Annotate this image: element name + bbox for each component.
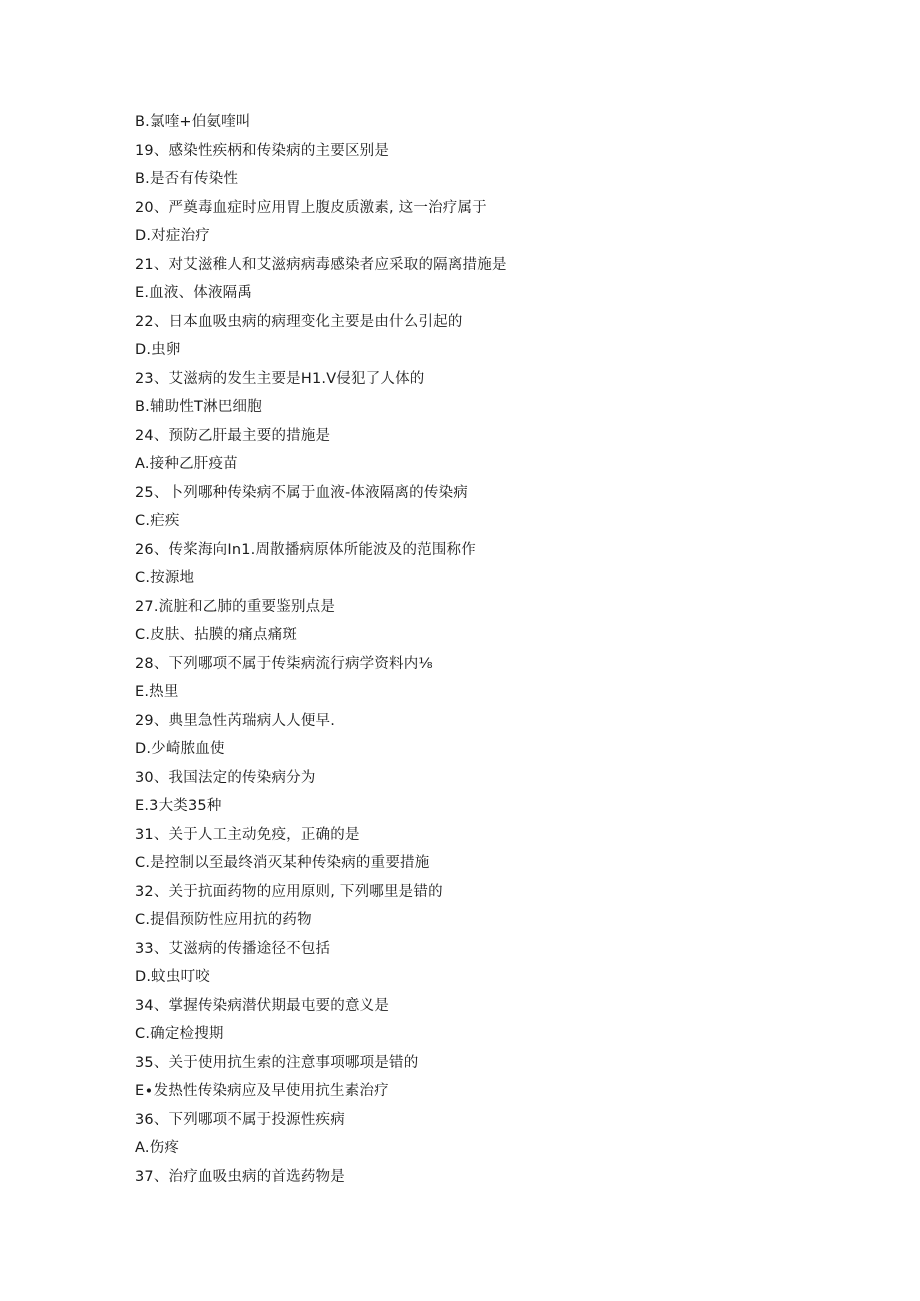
answer-line: B.是否有传染性	[135, 171, 239, 187]
answer-line: D.对症治疗	[135, 228, 210, 244]
question-line: 28、下列哪项不属于传柒病流行病学资料内⅛	[135, 655, 433, 672]
answer-line: E.热里	[135, 684, 179, 700]
answer-line: B.氯喹+伯氨喹叫	[135, 114, 251, 130]
answer-line: A.接种乙肝疫苗	[135, 456, 238, 472]
answer-line: D.虫卵	[135, 342, 181, 358]
question-line: 19、感染性疾柄和传染病的主要区别是	[135, 142, 390, 159]
question-line: 24、预防乙肝最主要的措施是	[135, 427, 331, 444]
question-line: 32、关于抗面药物的应用原则, 下列哪里是错的	[135, 883, 443, 900]
answer-line: C.按源地	[135, 570, 195, 586]
answer-line: E.血液、体液隔禹	[135, 285, 253, 301]
answer-line: C.是控制以至最终消灭某种传染病的重要措施	[135, 855, 430, 871]
question-line: 31、关于人工主动免疫，正确的是	[135, 826, 360, 843]
question-line: 23、艾滋病的发生主要是H1.V侵犯了人体的	[135, 370, 425, 387]
answer-line: E.3大类35种	[135, 798, 222, 814]
answer-line: E∙发热性传染病应及早使用抗生素治疗	[135, 1083, 389, 1099]
question-line: 22、日本血吸虫病的病理变化主要是由什么引起的	[135, 313, 463, 330]
question-line: 27.流脏和乙肺的重要鉴别点是	[135, 598, 336, 615]
question-line: 29、典里急性芮瑞病人人便早.	[135, 712, 336, 729]
answer-line: C.皮肤、拈膜的痛点痛斑	[135, 627, 298, 643]
answer-line: D.蚊虫叮咬	[135, 969, 210, 985]
answer-line: B.辅助性T淋巴细胞	[135, 399, 262, 415]
question-line: 33、艾滋病的传播途径不包括	[135, 940, 331, 957]
question-line: 21、对艾滋稚人和艾滋病病毒感染者应采取的隔离措施是	[135, 256, 507, 273]
question-line: 37、治疗血吸虫病的首选药物是	[135, 1168, 345, 1185]
answer-line: C.确定检搜期	[135, 1026, 224, 1042]
answer-line: C.疟疾	[135, 513, 180, 529]
question-line: 35、关于使用抗生索的注意事项哪项是错的	[135, 1054, 419, 1071]
question-line: 34、掌握传染病潜伏期最屯要的意义是	[135, 997, 390, 1014]
question-line: 30、我国法定的传染病分为	[135, 769, 316, 786]
answer-line: D.少崎脓血使	[135, 741, 225, 757]
question-line: 26、传桨海向In1.周散播病原体所能波及的范围称作	[135, 541, 476, 558]
answer-line: C.提倡预防性应用抗的药物	[135, 912, 312, 928]
question-line: 25、卜列哪种传染病不属于血液-体液隔离的传染病	[135, 484, 468, 501]
question-line: 36、下列哪项不属于投源性疾病	[135, 1111, 345, 1128]
question-line: 20、严奠毒血症时应用胃上腹皮质激素, 这一治疗属于	[135, 199, 487, 216]
answer-line: A.伤疼	[135, 1140, 180, 1156]
question-answer-list	[135, 108, 835, 1191]
